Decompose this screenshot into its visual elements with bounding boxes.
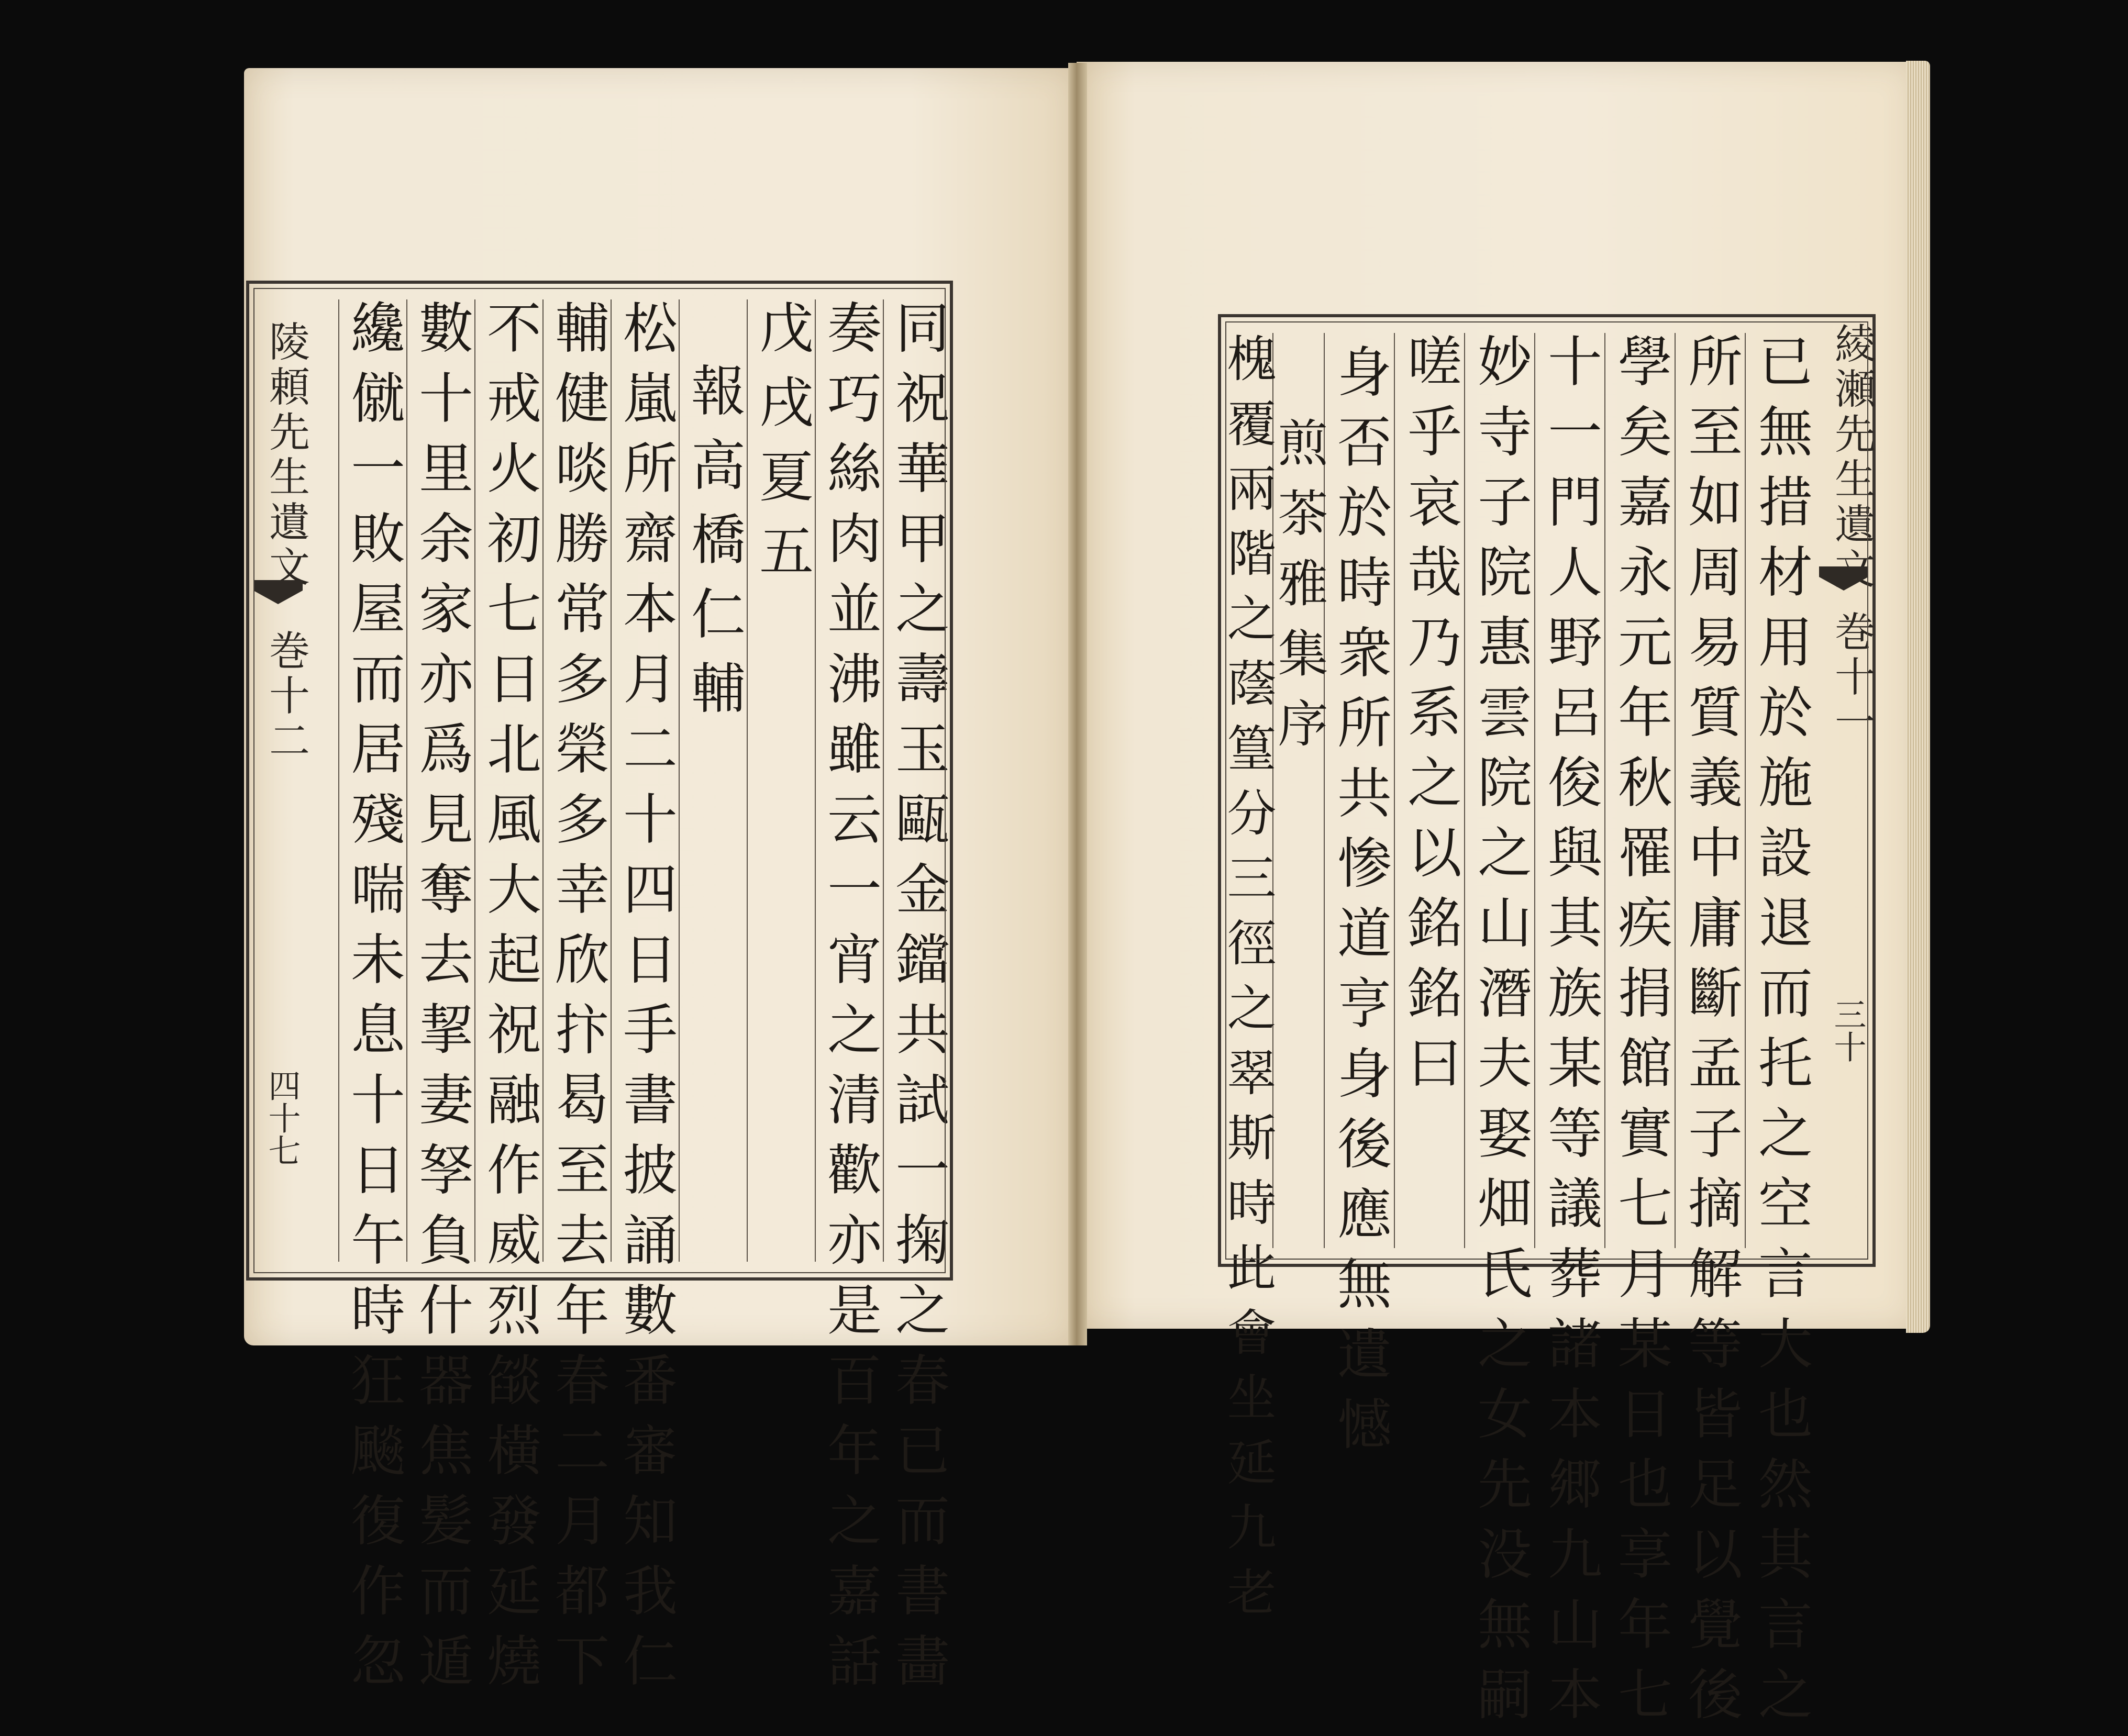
right-banner-page-number: 三十 xyxy=(1828,998,1867,1063)
page-edges xyxy=(1906,61,1930,1333)
left-column-7: 不戒火初七日北風大起祝融作威烈燄橫發延燒 xyxy=(474,299,544,1262)
right-column-6: 嗟乎哀哉乃系之以銘銘曰 xyxy=(1394,333,1465,1248)
left-text-frame xyxy=(246,281,953,1702)
right-column-4: 十一門人野呂俊與其族某等議葬諸本郷九山本 xyxy=(1534,333,1605,1248)
right-text-frame xyxy=(1218,314,1876,1736)
left-column-4-heading: 報高橋仁輔 xyxy=(679,299,748,1262)
book-gutter xyxy=(1068,63,1087,1345)
right-column-8-heading: 煎茶雅集序 xyxy=(1272,333,1325,1248)
left-column-8: 數十里余家亦爲見奪去挈妻孥負什器焦髪而遁 xyxy=(406,299,475,1262)
left-column-1: 同祝華甲之壽玉甌金鐺共試一掬之春已而書畵 xyxy=(883,299,952,1262)
left-column-3-date: 戊戌夏五 xyxy=(747,299,816,1262)
right-banner-volume: 巻十一 xyxy=(1828,610,1875,745)
left-column-6: 輔健啖勝常多榮多幸欣抃曷至去年春二月都下 xyxy=(542,299,612,1262)
right-column-2: 所至如周易質義中庸斷孟子摘解等皆足以覺後 xyxy=(1675,333,1746,1248)
right-column-3: 學矣嘉永元年秋罹疾捐館實七月某日也享年七 xyxy=(1604,333,1676,1248)
fishtail-mark-icon xyxy=(249,577,307,619)
left-column-5: 松嵐所齋本月二十四日手書披誦數番審知我仁 xyxy=(611,299,680,1262)
right-banner xyxy=(1815,317,1875,1264)
left-banner-title: 陵頼先生遺文 xyxy=(262,320,309,591)
left-banner xyxy=(249,284,307,1277)
left-column-9: 纔僦一敗屋而居殘喘未息十日午時狂飈復作忽 xyxy=(338,299,407,1262)
right-banner-title: 綾瀬先生遺文 xyxy=(1828,322,1875,593)
right-column-7: 身否於時衆所共惨道亨身後應無遺憾 xyxy=(1324,333,1395,1248)
fishtail-mark-icon xyxy=(1815,563,1872,605)
left-banner-volume: 巻十二 xyxy=(262,629,309,764)
right-column-9: 槐覆兩階之蔭篁分三徑之翠斯時此會坐延九老 xyxy=(1218,333,1276,1631)
right-column-5: 妙寺子院惠雲院之山潛夫娶畑氏之女先没無嗣 xyxy=(1464,333,1535,1248)
left-banner-page-number: 四十七 xyxy=(263,1069,301,1166)
right-column-1: 已無措材用於施設退而托之空言大也然其言之 xyxy=(1745,333,1816,1248)
left-column-2: 奏巧絲肉並沸雖云一宵之清歡亦是百年之嘉話 xyxy=(815,299,884,1262)
